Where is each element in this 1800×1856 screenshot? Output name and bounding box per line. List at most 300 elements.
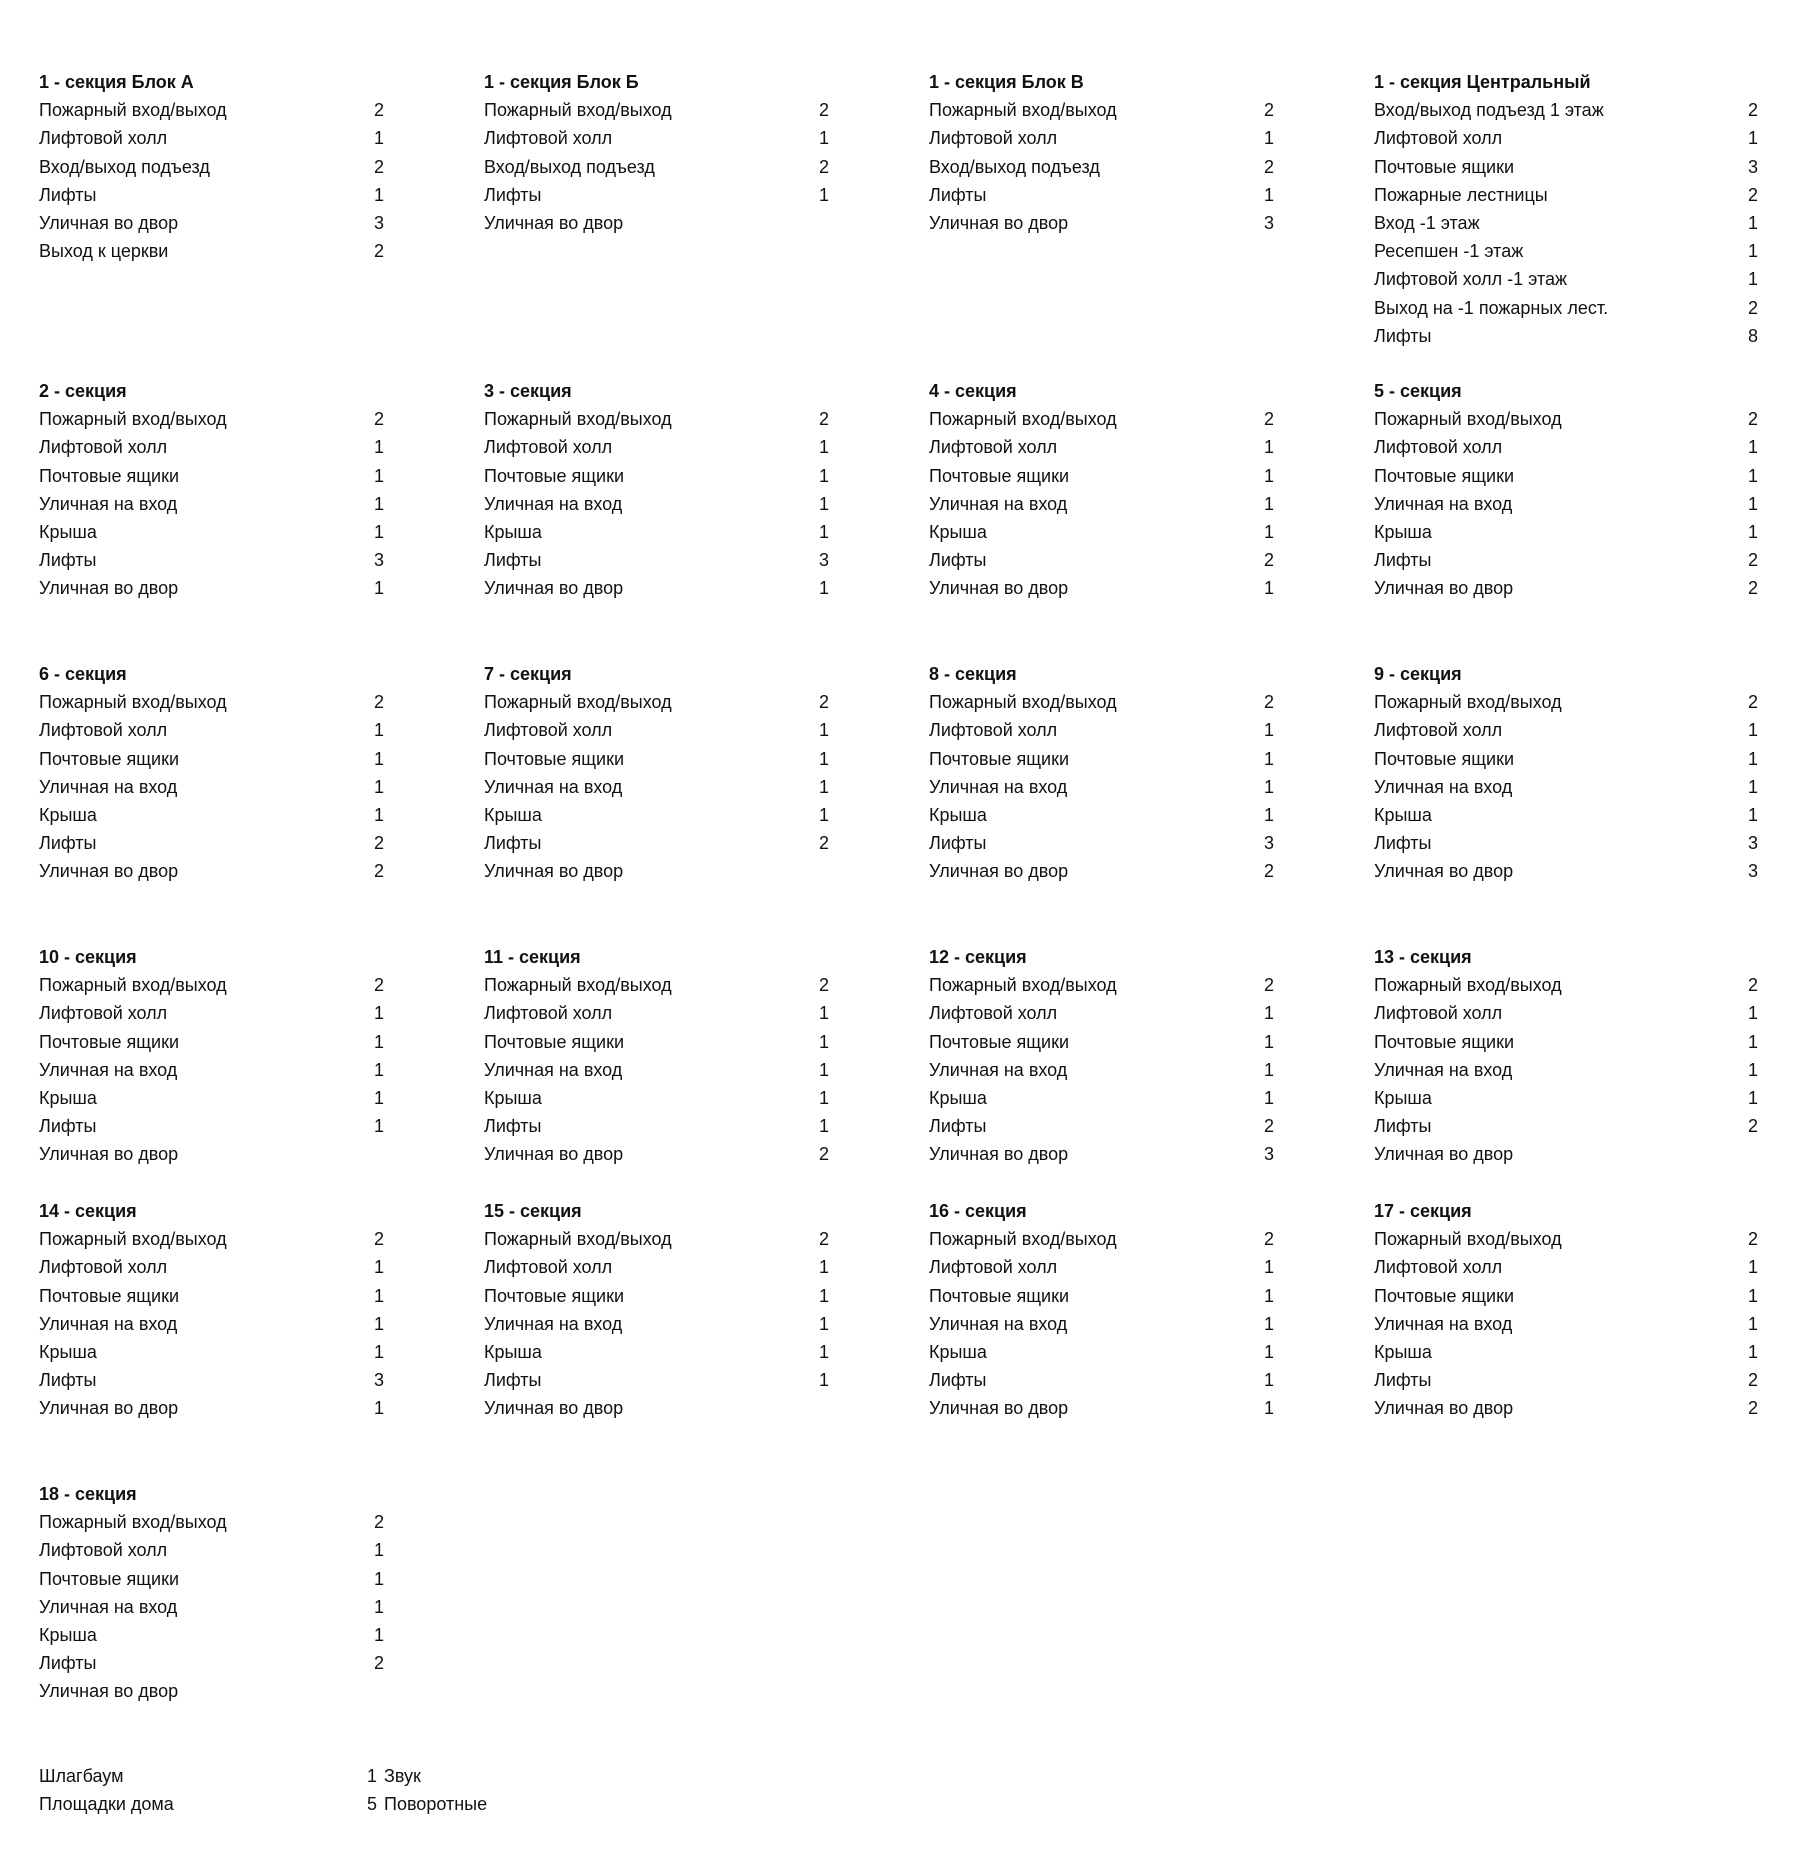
item-row <box>39 1253 439 1281</box>
item-count: 1 <box>1263 521 1274 542</box>
item-count: 1 <box>373 1341 384 1362</box>
item-count: 1 <box>1747 437 1758 458</box>
item-label: Пожарный вход/выход <box>929 409 1117 430</box>
item-count: 1 <box>1747 521 1758 542</box>
item-label: Почтовые ящики <box>484 1031 625 1052</box>
item-count: 1 <box>1263 465 1274 486</box>
item-row <box>1374 773 1774 801</box>
item-row <box>39 1366 439 1394</box>
item-count: 2 <box>1747 1116 1758 1137</box>
item-label: Лифтовой холл <box>484 437 613 458</box>
item-count: 2 <box>373 833 384 854</box>
item-row <box>484 1112 884 1140</box>
item-label: Почтовые ящики <box>1374 156 1515 177</box>
item-label: Уличная во двор <box>929 212 1069 233</box>
section-block <box>1374 377 1774 603</box>
item-count: 1 <box>1263 1370 1274 1391</box>
item-row <box>39 405 439 433</box>
item-label: Почтовые ящики <box>1374 1031 1515 1052</box>
section-title: 18 - секция <box>39 1484 137 1504</box>
item-row <box>39 124 439 152</box>
item-count: 2 <box>373 1512 384 1533</box>
item-label: Крыша <box>1374 804 1432 825</box>
item-count: 1 <box>1263 804 1274 825</box>
item-count: 1 <box>1747 1003 1758 1024</box>
item-row <box>484 153 884 181</box>
section-block <box>484 1197 884 1423</box>
section-title: 3 - секция <box>484 381 572 401</box>
item-label: Лифты <box>484 550 542 571</box>
item-label: Лифтовой холл <box>484 1003 613 1024</box>
item-label: Крыша <box>929 1087 987 1108</box>
item-count: 2 <box>1263 861 1274 882</box>
footer-row <box>39 1790 639 1818</box>
item-count: 1 <box>373 493 384 514</box>
item-label: Почтовые ящики <box>39 465 180 486</box>
item-row <box>39 1593 439 1621</box>
item-label: Ресепшен -1 этаж <box>1374 241 1524 262</box>
section-block <box>929 68 1329 237</box>
section-title: 17 - секция <box>1374 1201 1472 1221</box>
item-row <box>39 1140 439 1168</box>
section-block <box>39 660 439 886</box>
item-row <box>1374 294 1774 322</box>
item-row <box>1374 1056 1774 1084</box>
item-label: Уличная на вход <box>39 1059 178 1080</box>
item-count: 3 <box>373 1370 384 1391</box>
item-label: Крыша <box>1374 1087 1432 1108</box>
item-label: Лифтовой холл <box>929 437 1058 458</box>
item-count: 2 <box>818 100 829 121</box>
item-label: Крыша <box>39 1341 97 1362</box>
item-row <box>929 1140 1329 1168</box>
item-row <box>484 1366 884 1394</box>
item-label: Лифтовой холл -1 этаж <box>1374 269 1568 290</box>
item-row <box>929 181 1329 209</box>
item-row <box>929 688 1329 716</box>
item-row <box>484 96 884 124</box>
item-row <box>39 1225 439 1253</box>
section-title: 1 - секция Блок А <box>39 72 194 92</box>
item-row <box>39 1028 439 1056</box>
item-row <box>484 490 884 518</box>
item-count: 1 <box>818 521 829 542</box>
footer-row <box>39 1762 639 1790</box>
item-count: 1 <box>373 437 384 458</box>
section-block <box>39 1197 439 1423</box>
section-block <box>39 377 439 603</box>
item-row <box>929 829 1329 857</box>
item-count: 1 <box>373 1285 384 1306</box>
item-label: Лифтовой холл <box>484 128 613 149</box>
item-count: 2 <box>818 156 829 177</box>
item-row <box>1374 829 1774 857</box>
item-label: Лифтовой холл <box>39 128 168 149</box>
item-label: Лифтовой холл <box>929 128 1058 149</box>
item-row <box>929 1056 1329 1084</box>
item-label: Почтовые ящики <box>39 1285 180 1306</box>
item-label: Пожарный вход/выход <box>1374 1229 1562 1250</box>
item-row <box>484 1056 884 1084</box>
item-row <box>484 462 884 490</box>
item-count: 2 <box>818 409 829 430</box>
section-title: 12 - секция <box>929 947 1027 967</box>
item-label: Лифты <box>484 1116 542 1137</box>
item-label: Почтовые ящики <box>39 1031 180 1052</box>
item-row <box>1374 124 1774 152</box>
item-row <box>39 518 439 546</box>
item-label: Почтовые ящики <box>39 1568 180 1589</box>
item-row <box>39 829 439 857</box>
item-count: 2 <box>373 1229 384 1250</box>
item-count: 1 <box>1263 720 1274 741</box>
section-title: 15 - секция <box>484 1201 582 1221</box>
item-count: 1 <box>818 493 829 514</box>
item-row <box>1374 209 1774 237</box>
item-count: 1 <box>1263 1313 1274 1334</box>
item-label: Лифтовой холл <box>39 1003 168 1024</box>
item-count: 2 <box>373 975 384 996</box>
item-count: 2 <box>373 241 384 262</box>
item-label: Лифты <box>1374 1370 1432 1391</box>
item-count: 1 <box>373 1540 384 1561</box>
item-count: 1 <box>1747 269 1758 290</box>
item-count: 2 <box>1263 550 1274 571</box>
item-label: Пожарный вход/выход <box>484 975 672 996</box>
item-count: 1 <box>1747 1285 1758 1306</box>
item-row <box>929 209 1329 237</box>
item-row <box>484 518 884 546</box>
item-label: Уличная на вход <box>929 1059 1068 1080</box>
item-label: Пожарный вход/выход <box>929 100 1117 121</box>
item-row <box>39 1394 439 1422</box>
section-title: 11 - секция <box>484 947 581 967</box>
item-label: Крыша <box>484 1087 542 1108</box>
item-label: Уличная во двор <box>484 1398 624 1419</box>
item-count: 1 <box>818 1031 829 1052</box>
item-count: 1 <box>1263 776 1274 797</box>
item-row <box>1374 688 1774 716</box>
item-count: 1 <box>373 804 384 825</box>
section-title: 1 - секция Блок Б <box>484 72 639 92</box>
item-label: Лифты <box>39 550 97 571</box>
item-label: Почтовые ящики <box>929 1031 1070 1052</box>
item-count: 1 <box>1263 1003 1274 1024</box>
item-label: Почтовые ящики <box>929 748 1070 769</box>
item-label: Пожарный вход/выход <box>929 692 1117 713</box>
item-row <box>929 745 1329 773</box>
section-title: 7 - секция <box>484 664 572 684</box>
item-count: 2 <box>373 156 384 177</box>
item-row <box>1374 1282 1774 1310</box>
item-row <box>484 1310 884 1338</box>
item-row <box>929 1282 1329 1310</box>
item-count: 1 <box>373 1568 384 1589</box>
item-row <box>1374 153 1774 181</box>
section-title: 4 - секция <box>929 381 1017 401</box>
item-count: 1 <box>1263 128 1274 149</box>
item-label: Лифты <box>929 550 987 571</box>
item-row <box>929 462 1329 490</box>
item-row <box>39 96 439 124</box>
item-count: 1 <box>373 748 384 769</box>
section-block <box>484 377 884 603</box>
item-count: 1 <box>1747 1341 1758 1362</box>
item-label: Вход/выход подъезд <box>929 156 1100 177</box>
item-row <box>39 1649 439 1677</box>
item-count: 1 <box>818 465 829 486</box>
item-label: Лифты <box>39 1653 97 1674</box>
item-count: 1 <box>818 776 829 797</box>
item-row <box>484 405 884 433</box>
item-row <box>1374 1310 1774 1338</box>
section-block <box>484 943 884 1169</box>
item-label: Вход/выход подъезд <box>39 156 210 177</box>
item-count: 2 <box>818 1144 829 1165</box>
item-count: 2 <box>1263 409 1274 430</box>
item-label: Почтовые ящики <box>929 465 1070 486</box>
item-row <box>1374 433 1774 461</box>
item-label: Уличная во двор <box>484 861 624 882</box>
item-count: 1 <box>1263 1285 1274 1306</box>
item-row <box>484 1028 884 1056</box>
section-block <box>484 68 884 237</box>
item-count: 1 <box>818 720 829 741</box>
item-label: Пожарный вход/выход <box>39 409 227 430</box>
item-row <box>39 1565 439 1593</box>
item-label: Уличная на вход <box>1374 1313 1513 1334</box>
item-label: Лифты <box>929 1370 987 1391</box>
item-label: Пожарный вход/выход <box>484 409 672 430</box>
item-count: 1 <box>373 521 384 542</box>
item-label: Крыша <box>929 804 987 825</box>
item-count: 3 <box>818 550 829 571</box>
section-title: 13 - секция <box>1374 947 1472 967</box>
item-label: Крыша <box>929 1341 987 1362</box>
item-count: 1 <box>818 437 829 458</box>
item-row <box>484 574 884 602</box>
item-row <box>929 1366 1329 1394</box>
item-count: 1 <box>1747 241 1758 262</box>
item-count: 2 <box>1747 1229 1758 1250</box>
item-count: 2 <box>1747 550 1758 571</box>
item-label: Уличная на вход <box>484 1313 623 1334</box>
section-block <box>39 68 439 265</box>
item-row <box>484 433 884 461</box>
item-count: 2 <box>1263 1116 1274 1137</box>
item-count: 1 <box>818 184 829 205</box>
item-row <box>39 1112 439 1140</box>
item-label: Вход -1 этаж <box>1374 212 1480 233</box>
item-row <box>1374 1140 1774 1168</box>
item-count: 2 <box>1747 975 1758 996</box>
item-row <box>39 490 439 518</box>
item-count: 1 <box>1263 1059 1274 1080</box>
item-label: Лифты <box>39 1116 97 1137</box>
item-row <box>39 237 439 265</box>
item-count: 1 <box>373 1031 384 1052</box>
item-count: 2 <box>818 692 829 713</box>
item-row <box>1374 745 1774 773</box>
item-row <box>484 999 884 1027</box>
item-count: 2 <box>1747 1398 1758 1419</box>
item-label: Пожарный вход/выход <box>929 1229 1117 1250</box>
item-count: 1 <box>818 1059 829 1080</box>
item-count: 3 <box>1747 861 1758 882</box>
item-count: 1 <box>1747 1031 1758 1052</box>
item-label: Почтовые ящики <box>484 748 625 769</box>
item-count: 2 <box>373 861 384 882</box>
item-row <box>1374 265 1774 293</box>
item-row <box>484 181 884 209</box>
section-block <box>39 943 439 1169</box>
item-label: Уличная на вход <box>1374 493 1513 514</box>
item-label: Лифтовой холл <box>39 1540 168 1561</box>
item-count: 1 <box>1747 465 1758 486</box>
item-count: 3 <box>1263 833 1274 854</box>
item-label: Уличная во двор <box>39 1681 179 1702</box>
item-count: 1 <box>373 1059 384 1080</box>
item-label: Пожарный вход/выход <box>39 1229 227 1250</box>
item-row <box>1374 237 1774 265</box>
footer-label: Шлагбаум <box>39 1766 124 1786</box>
item-row <box>1374 1112 1774 1140</box>
item-label: Крыша <box>39 1087 97 1108</box>
item-count: 2 <box>1263 156 1274 177</box>
item-count: 1 <box>818 128 829 149</box>
item-row <box>39 1084 439 1112</box>
item-label: Почтовые ящики <box>1374 748 1515 769</box>
item-label: Пожарный вход/выход <box>39 1512 227 1533</box>
item-row <box>39 971 439 999</box>
item-row <box>484 1253 884 1281</box>
item-row <box>1374 96 1774 124</box>
item-count: 1 <box>1747 720 1758 741</box>
item-row <box>39 999 439 1027</box>
section-title: 9 - секция <box>1374 664 1462 684</box>
item-count: 1 <box>1747 212 1758 233</box>
footer-label: Площадки дома <box>39 1794 174 1815</box>
item-count: 2 <box>1263 100 1274 121</box>
item-label: Почтовые ящики <box>929 1285 1070 1306</box>
item-count: 2 <box>1747 409 1758 430</box>
item-count: 1 <box>373 1257 384 1278</box>
item-label: Лифты <box>929 1116 987 1137</box>
item-row <box>39 1677 439 1705</box>
footer-count: 5 <box>366 1794 377 1815</box>
item-count: 2 <box>373 692 384 713</box>
item-row <box>1374 181 1774 209</box>
item-row <box>39 716 439 744</box>
item-row <box>929 574 1329 602</box>
item-count: 2 <box>1263 692 1274 713</box>
item-label: Пожарный вход/выход <box>484 692 672 713</box>
item-label: Вход/выход подъезд 1 этаж <box>1374 100 1604 121</box>
item-row <box>484 1282 884 1310</box>
item-label: Лифты <box>39 184 97 205</box>
item-label: Лифтовой холл <box>39 1257 168 1278</box>
item-count: 1 <box>1263 1031 1274 1052</box>
item-row <box>484 1225 884 1253</box>
item-label: Уличная на вход <box>1374 1059 1513 1080</box>
item-row <box>929 1225 1329 1253</box>
item-row <box>1374 1366 1774 1394</box>
section-block <box>1374 1197 1774 1423</box>
item-row <box>929 124 1329 152</box>
item-label: Почтовые ящики <box>1374 1285 1515 1306</box>
item-count: 1 <box>1263 748 1274 769</box>
item-row <box>929 1084 1329 1112</box>
item-label: Уличная во двор <box>39 1144 179 1165</box>
item-label: Уличная на вход <box>1374 776 1513 797</box>
item-count: 3 <box>373 212 384 233</box>
item-count: 2 <box>1263 1229 1274 1250</box>
item-count: 1 <box>818 804 829 825</box>
item-row <box>39 1310 439 1338</box>
item-row <box>484 745 884 773</box>
item-row <box>484 801 884 829</box>
item-count: 2 <box>818 1229 829 1250</box>
item-row <box>39 1536 439 1564</box>
item-count: 1 <box>373 128 384 149</box>
item-label: Уличная на вход <box>39 493 178 514</box>
section-block <box>1374 660 1774 886</box>
item-count: 1 <box>818 1313 829 1334</box>
item-count: 2 <box>1747 1370 1758 1391</box>
item-count: 1 <box>1263 1087 1274 1108</box>
item-row <box>929 1028 1329 1056</box>
item-row <box>39 1338 439 1366</box>
item-row <box>484 857 884 885</box>
item-count: 1 <box>373 1624 384 1645</box>
item-row <box>484 1084 884 1112</box>
item-row <box>39 1508 439 1536</box>
item-label: Крыша <box>39 804 97 825</box>
item-row <box>484 1338 884 1366</box>
item-label: Пожарные лестницы <box>1374 184 1548 205</box>
section-title: 14 - секция <box>39 1201 137 1221</box>
item-count: 1 <box>1263 578 1274 599</box>
item-label: Лифты <box>929 833 987 854</box>
item-count: 1 <box>1263 493 1274 514</box>
item-label: Крыша <box>1374 521 1432 542</box>
item-label: Уличная во двор <box>39 861 179 882</box>
item-label: Лифты <box>484 184 542 205</box>
item-row <box>1374 518 1774 546</box>
item-row <box>484 971 884 999</box>
item-label: Лифтовой холл <box>1374 1003 1503 1024</box>
item-label: Уличная во двор <box>484 1144 624 1165</box>
item-label: Пожарный вход/выход <box>39 100 227 121</box>
item-row <box>39 153 439 181</box>
item-label: Пожарный вход/выход <box>1374 409 1562 430</box>
item-count: 1 <box>818 1087 829 1108</box>
item-label: Лифты <box>1374 1116 1432 1137</box>
item-count: 1 <box>1747 1087 1758 1108</box>
item-label: Лифтовой холл <box>1374 1257 1503 1278</box>
item-label: Лифты <box>39 1370 97 1391</box>
item-label: Лифтовой холл <box>39 437 168 458</box>
item-label: Выход к церкви <box>39 241 169 262</box>
item-count: 1 <box>1747 776 1758 797</box>
item-row <box>484 124 884 152</box>
item-label: Почтовые ящики <box>484 1285 625 1306</box>
item-label: Лифтовой холл <box>39 720 168 741</box>
item-label: Уличная во двор <box>1374 861 1514 882</box>
item-count: 1 <box>1747 1257 1758 1278</box>
item-count: 1 <box>1263 1398 1274 1419</box>
section-title: 1 - секция Центральный <box>1374 72 1591 92</box>
